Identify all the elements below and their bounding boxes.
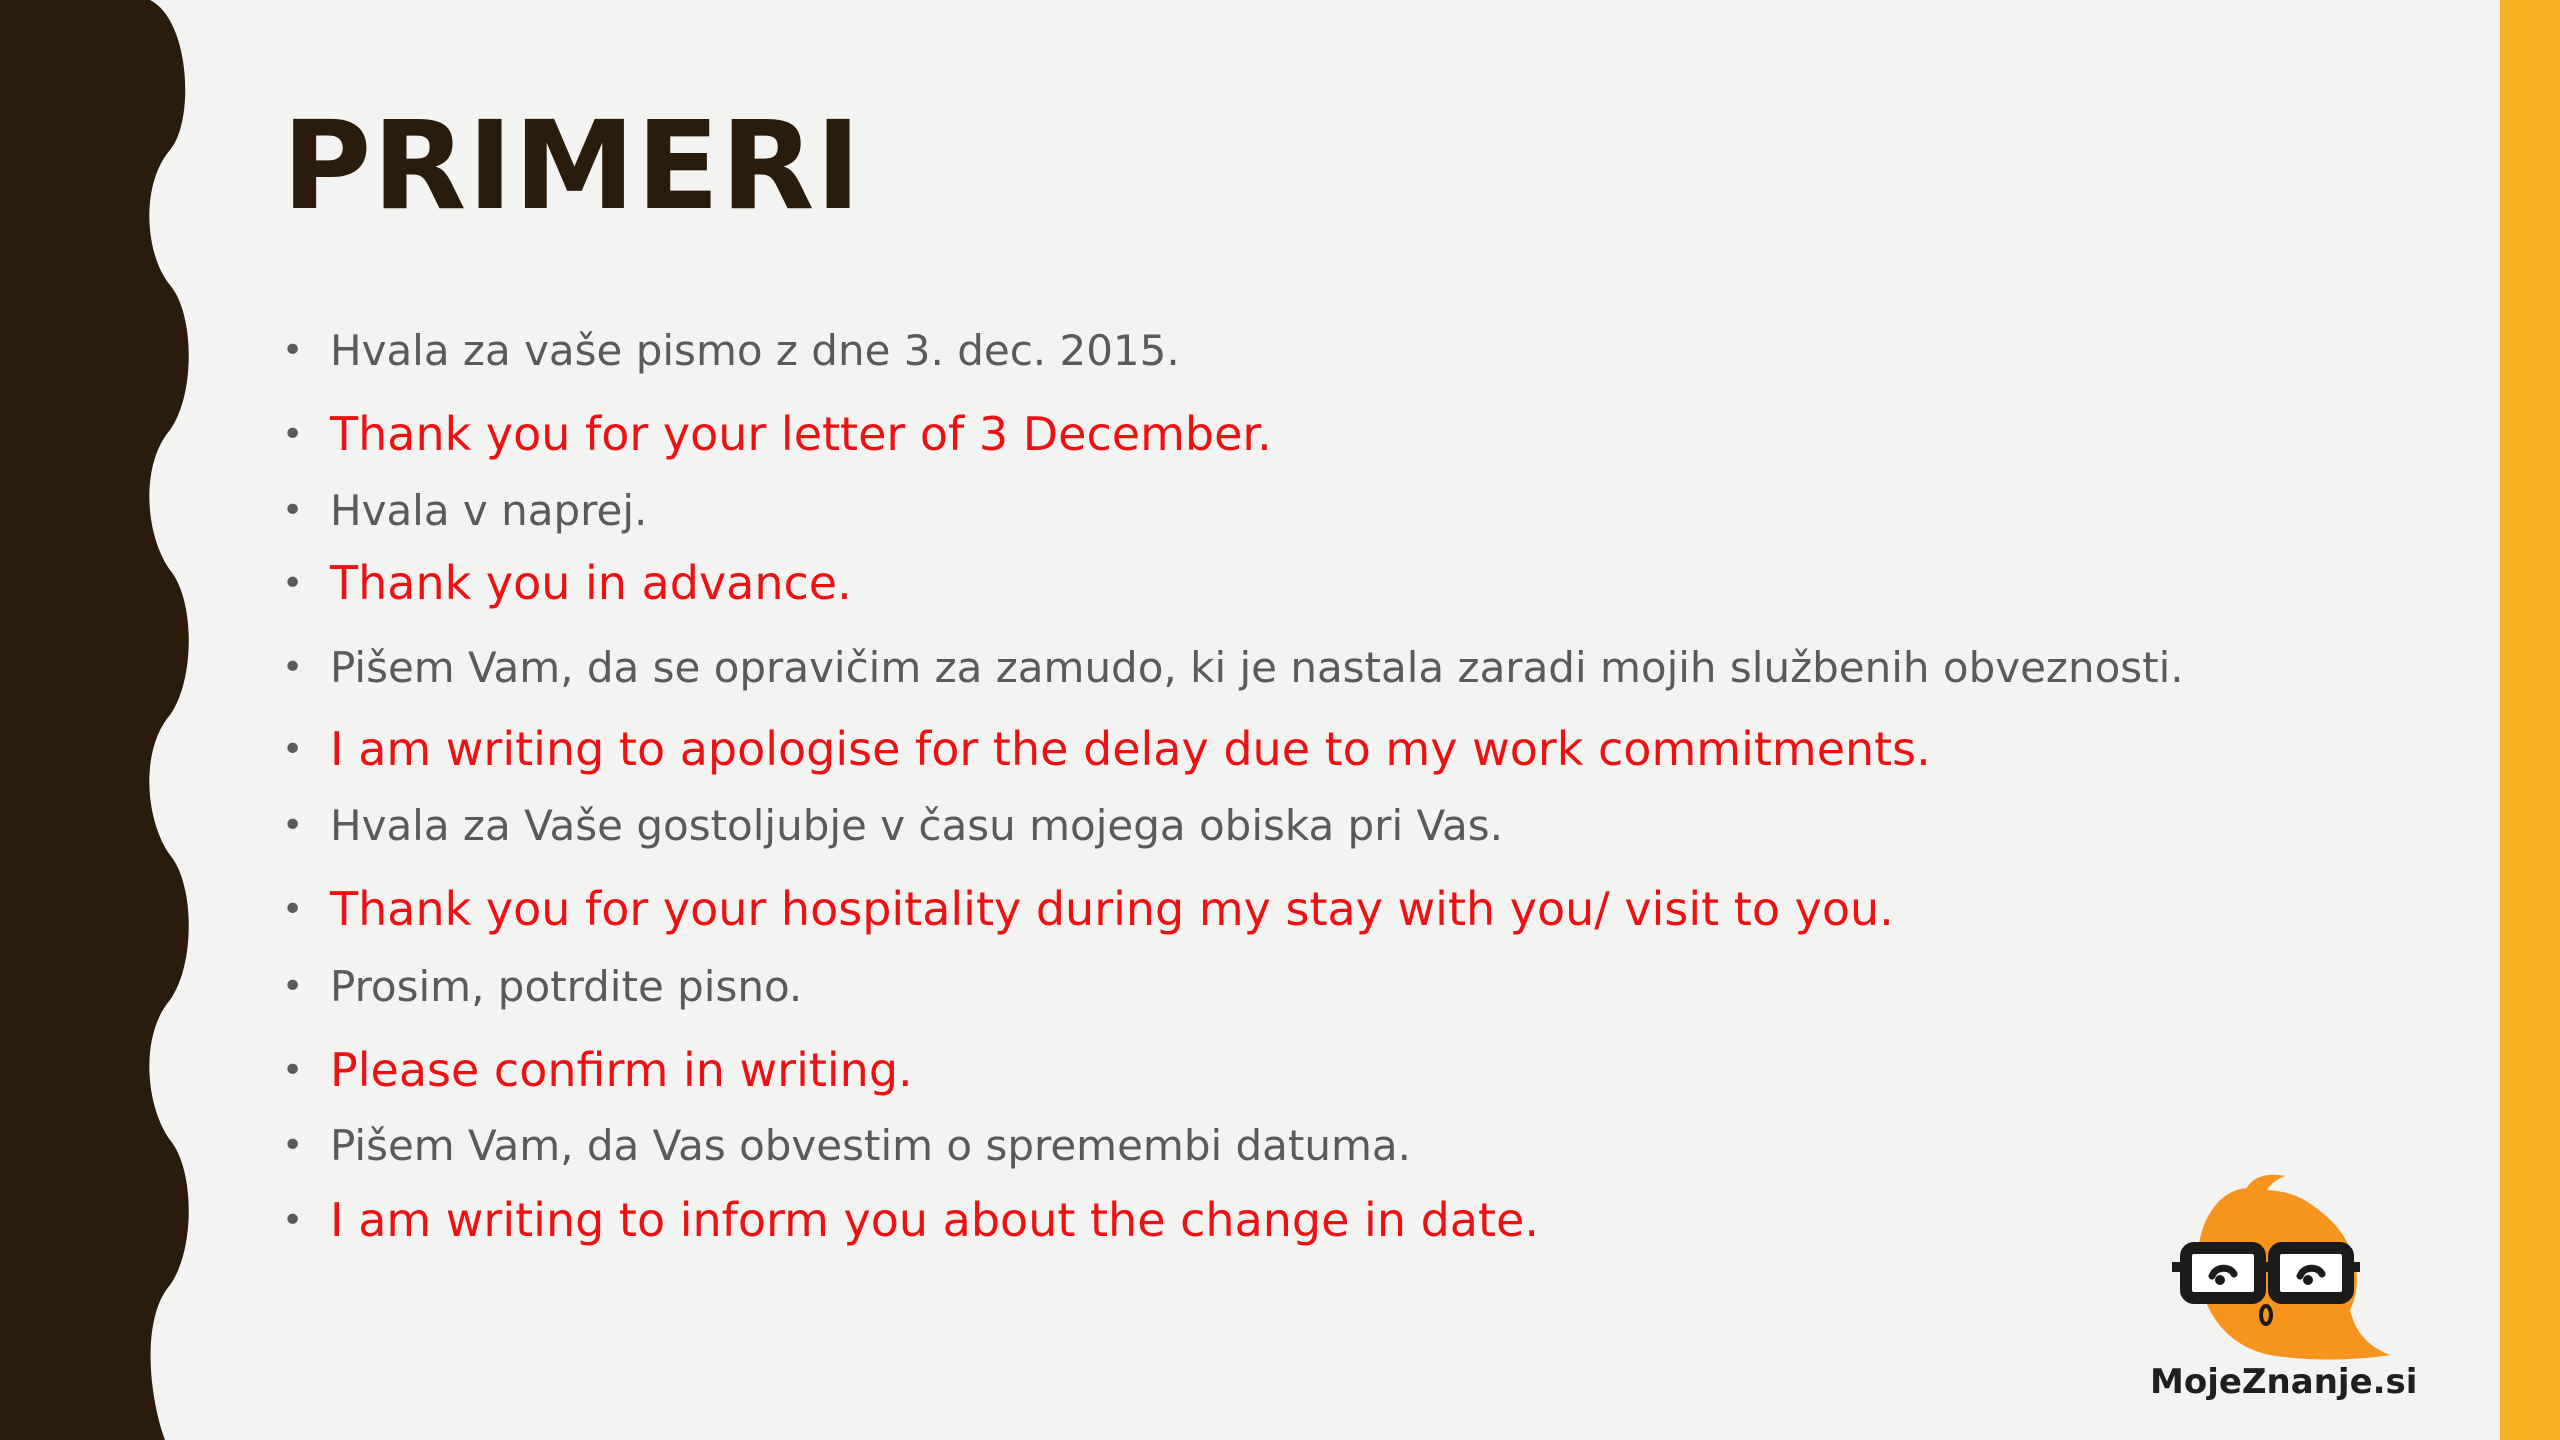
bullet-text-slovene: Hvala v naprej. [330,485,648,535]
bullet-dot: • [282,965,304,1007]
mojeznanje-logo[interactable] [2150,1170,2418,1410]
bullet-text-english: I am writing to inform you about the change in date. [330,1193,1539,1247]
left-wavy-band-shape [0,0,189,1440]
right-accent-stripe [2500,0,2560,1440]
bullet-item-12 [282,1190,1539,1250]
bullet-dot: • [282,1124,304,1166]
bullet-item-7 [282,795,1503,855]
bullet-dot: • [282,804,304,846]
bullet-item-9 [282,956,802,1016]
bullet-text-slovene: Prosim, potrdite pisno. [330,961,803,1011]
glasses-left-lens [2186,1248,2260,1298]
bullet-dot: • [282,489,304,531]
logo-text: MojeZnanje.si [2150,1362,2418,1402]
bullet-dot: • [282,562,304,604]
bullet-item-6 [282,719,1931,779]
bullet-item-3 [282,480,647,540]
bullet-item-8 [282,879,1894,939]
owl-pupil-left [2215,1275,2225,1285]
bullet-dot: • [282,1199,304,1241]
bullet-list [282,0,2382,1300]
bullet-dot: • [282,646,304,688]
bullet-text-english: Please confirm in writing. [330,1043,913,1097]
bullet-text-english: Thank you in advance. [330,556,852,610]
glasses-bridge [2258,1262,2276,1272]
bullet-item-10 [282,1040,913,1100]
bullet-item-4 [282,553,852,613]
bullet-item-2 [282,404,1272,464]
bullet-text-slovene: Pišem Vam, da se opravičim za zamudo, ki je nastala zaradi mojih službenih obveznosti. [330,642,2184,692]
owl-tuft [2245,1175,2285,1194]
glasses-arm-left [2172,1262,2188,1272]
bullet-text-slovene: Hvala za vaše pismo z dne 3. dec. 2015. [330,325,1180,375]
bullet-item-1 [282,320,1180,380]
bullet-item-11 [282,1115,1411,1175]
owl-pupil-right [2303,1275,2313,1285]
bullet-text-english: Thank you for your letter of 3 December. [330,407,1272,461]
glasses-arm-right [2346,1262,2360,1272]
bullet-dot: • [282,413,304,455]
bullet-text-english: Thank you for your hospitality during my stay with you/ visit to you. [330,882,1894,936]
glasses-right-lens [2274,1248,2348,1298]
bullet-text-slovene: Hvala za Vaše gostoljubje v času mojega obiska pri Vas. [330,800,1503,850]
slide-title: PRIMERI [282,95,862,237]
bullet-dot: • [282,329,304,371]
bullet-text-slovene: Pišem Vam, da Vas obvestim o spremembi datuma. [330,1120,1412,1170]
bullet-dot: • [282,728,304,770]
left-wavy-band [0,0,200,1440]
bullet-text-english: I am writing to apologise for the delay due to my work commitments. [330,722,1931,776]
bullet-item-5 [282,637,2184,697]
bullet-dot: • [282,888,304,930]
owl-with-glasses-icon [2150,1170,2410,1370]
bullet-dot: • [282,1049,304,1091]
